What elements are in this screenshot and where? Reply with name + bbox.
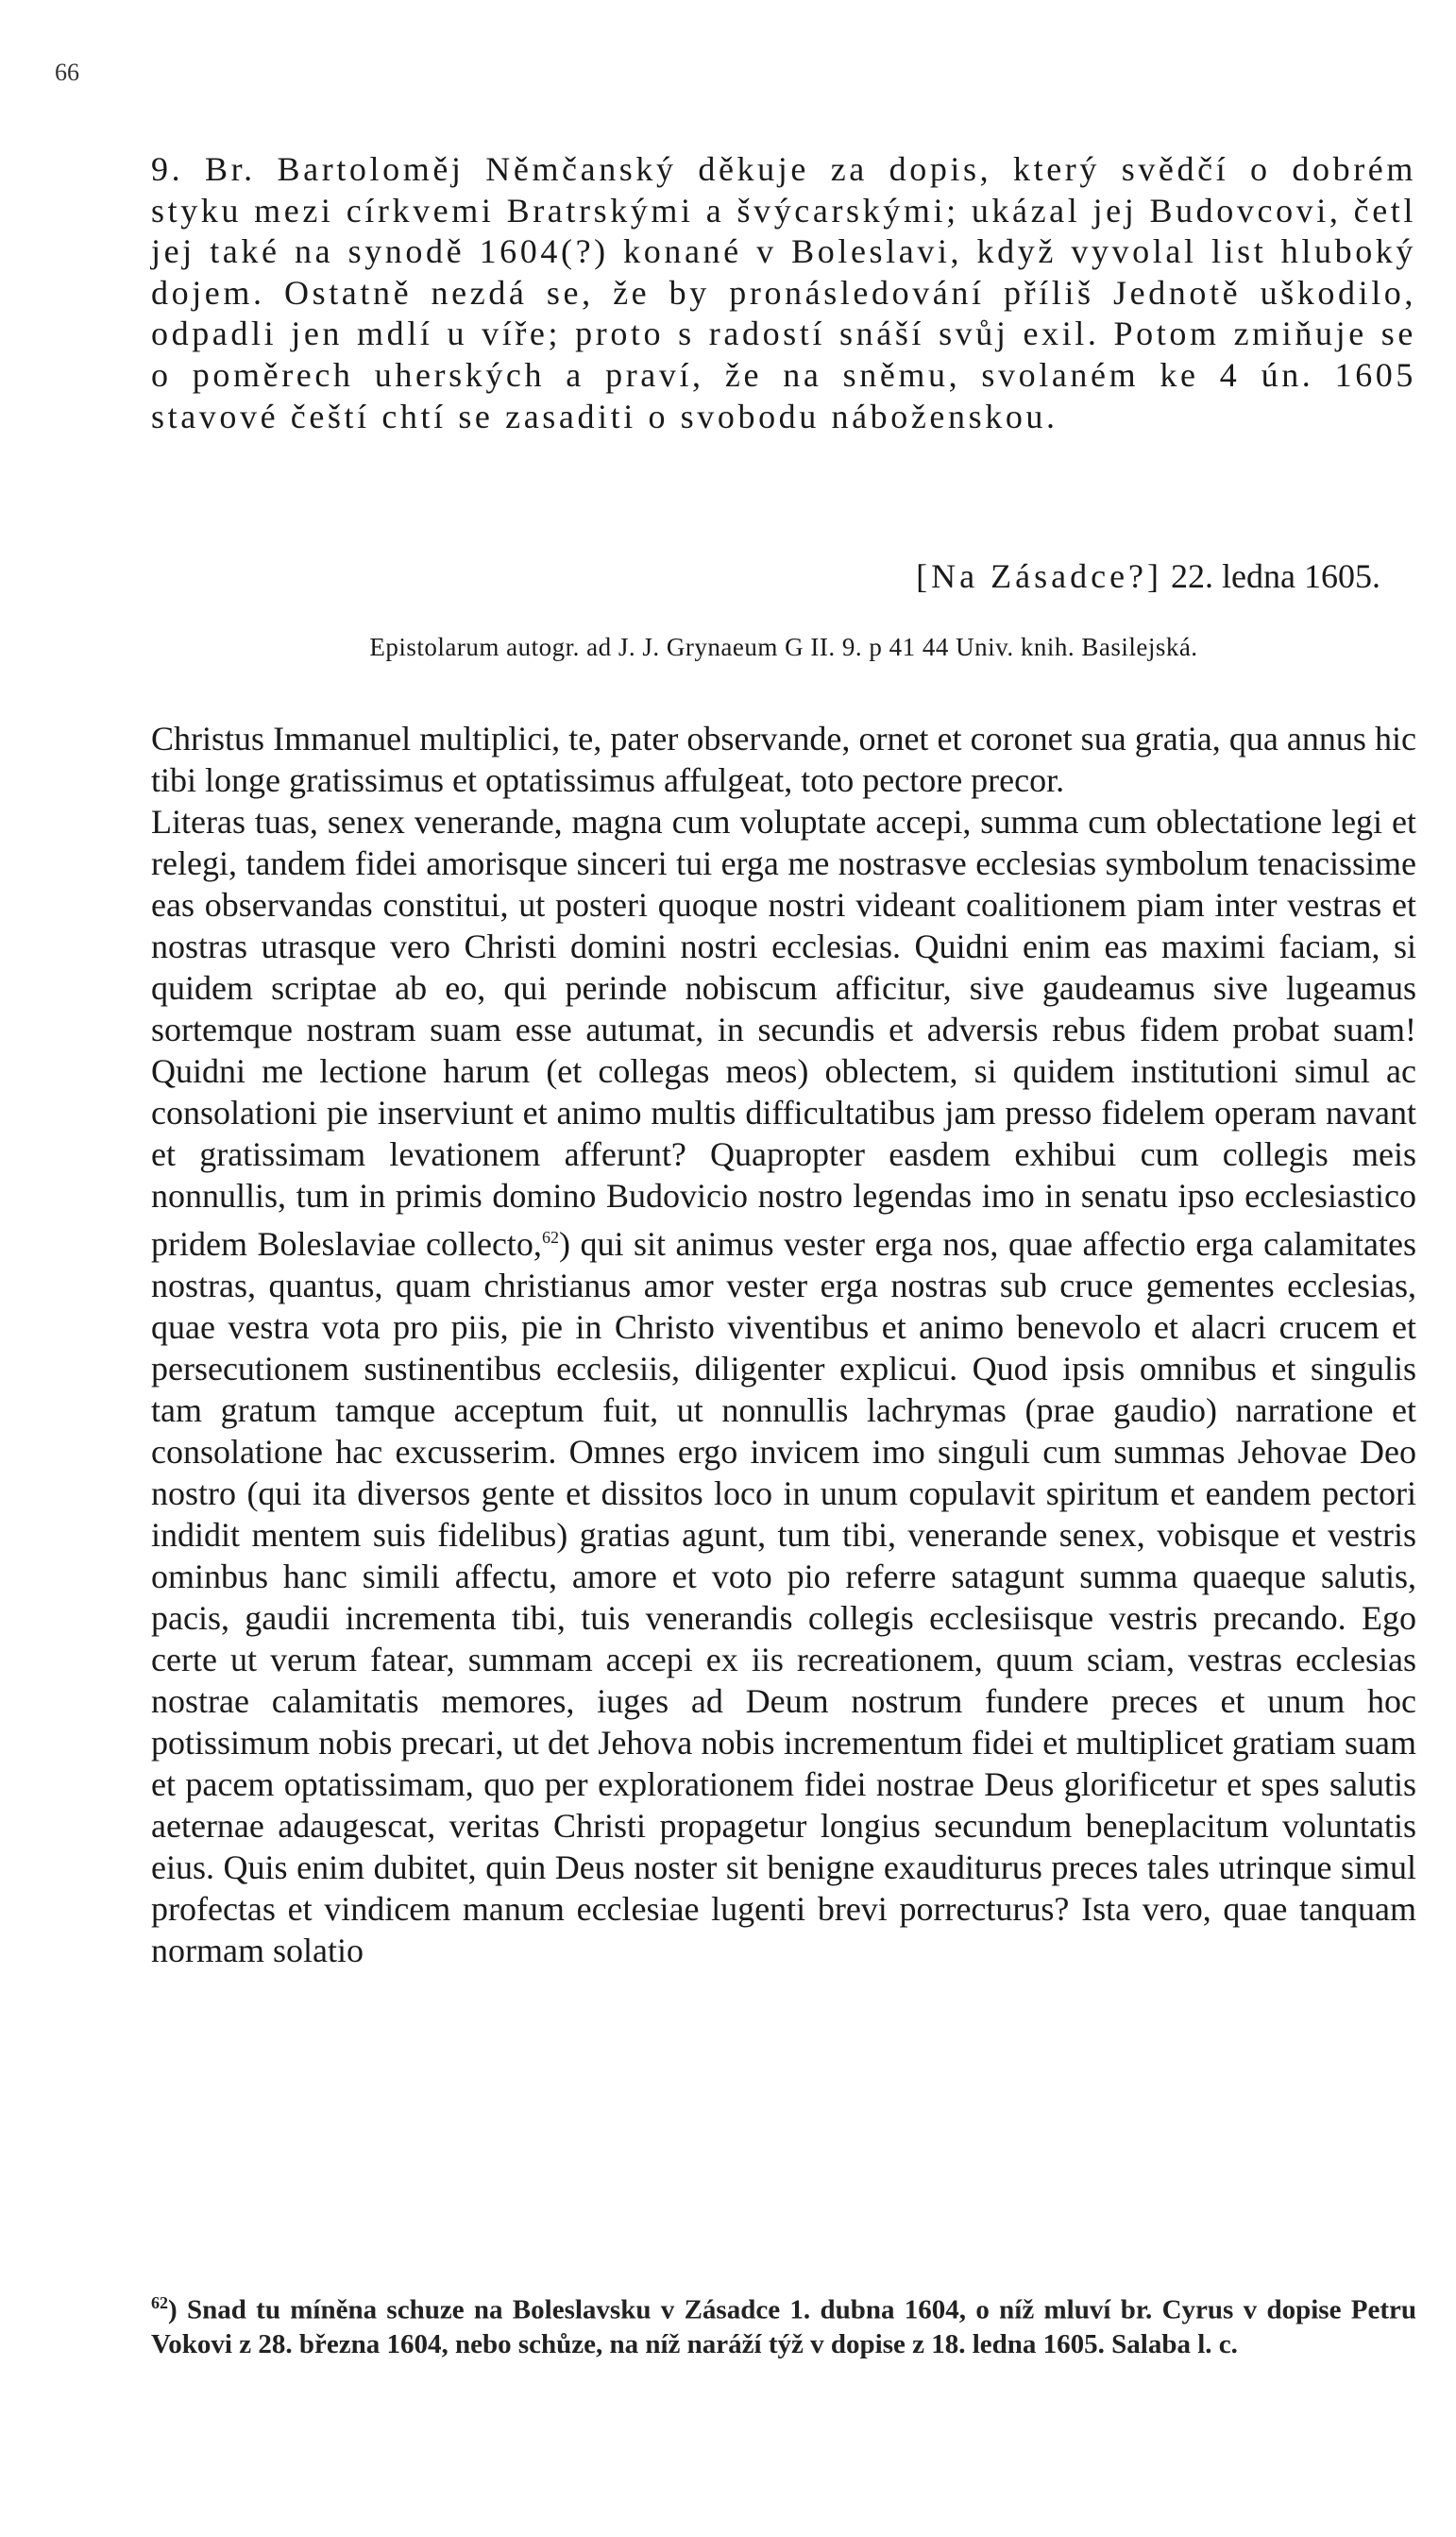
footnote-text: ) Snad tu míněna schuze na Boleslavsku v Zásadce 1. dubna 1604, o níž mluví br. Cyrus v dopise Petru Vokovi z 28. března 1604, nebo schůze, na níž naráží týž v dopise z 18. ledna 1605. Salaba l. c. xyxy=(151,2294,1416,2359)
latin-letter-text xyxy=(151,718,1416,1971)
footnote-reference: 62 xyxy=(541,1228,559,1247)
letter-number: 9. xyxy=(151,150,184,188)
body-paragraph xyxy=(151,801,1416,1971)
letter-date: 22. ledna 1605. xyxy=(1171,557,1380,595)
footnote xyxy=(151,2286,1416,2361)
salutation-paragraph: Christus Immanuel multiplici, te, pater observande, ornet et coronet sua gratia, qua annus hic tibi longe gratissimus et optatissimus affulgeat, toto pectore precor. xyxy=(151,720,1416,799)
body-text-part-2: ) qui sit animus vester erga nos, quae affectio erga calamitates nostras, quantus, quam christianus amor vester erga nostras sub cruce gementes ecclesias, quae vestra vota pro piis, pie in Christo viventibus et animo benevolo et alacri crucem et persecutionem sustinentibus ecclesiis, diligenter explicui. Quod ipsis omnibus et singulis tam gratum tamque acceptum fuit, ut nonnullis lachrymas (prae gaudio) narratione et consolatione hac excusserim. Omnes ergo invicem imo singuli cum summas Jehovae Deo nostro (qui ita diversos gente et dissitos loco in unum copulavit spiritum et eandem pectori indidit mentem suis fidelibus) gratias agunt, tum tibi, venerande senex, vobisque et vestris ominbus hanc simili affectu, amore et voto pio referre satagunt summa quaeque salutis, pacis, gaudii incrementa tibi, tuis venerandis collegis ecclesiisque vestris precando. Ego certe ut verum fatear, summam accepi ex iis recreationem, quum sciam, vestras ecclesias nostrae calamitatis memores, iuges ad Deum nostrum fundere preces et unum hoc potissimum nobis precari, ut det Jehova nobis incrementum fidei et multiplicet gratiam suam et pacem optatissimam, quo per explorationem fidei nostrae Deus glorificetur et spes salutis aeternae adaugescat, veritas Christi propagetur longius secundum beneplacitum voluntatis eius. Quis enim dubitet, quin Deus noster sit benigne exauditurus preces tales utrinque simul profectas et vindicem manum ecclesiae lugenti brevi porrecturus? Ista vero, quae tanquam normam solatio xyxy=(151,1225,1417,1969)
place-date-line xyxy=(151,555,1380,597)
summary-text: Br. Bartoloměj Němčanský děkuje za dopis, který svědčí o dobrém styku mezi církvemi Bratrskými a švýcarskými; ukázal jej Budovcovi, četl jej také na synodě 1604(?) konané v Boleslavi, když vyvolal list hluboký dojem. Ostatně nezdá se, že by pronásledování příliš Jednotě uškodilo, odpadli jen mdlí u víře; proto s radostí snáší svůj exil. Potom zmiňuje se o poměrech uherských a praví, že na sněmu, svolaném ke 4 ún. 1605 stavové čeští chtí se zasaditi o svobodu náboženskou. xyxy=(151,150,1416,435)
page-number: 66 xyxy=(55,59,79,86)
letter-summary xyxy=(151,149,1416,437)
body-text-part-1: Literas tuas, senex venerande, magna cum voluptate accepi, summa cum oblectatione legi et relegi, tandem fidei amorisque sinceri tui erga me nostrasve ecclesias symbolum tenacissime eas observandas constitui, ut posteri quoque nostri videant coalitionem piam inter vestras et nostras utrasque vero Christi domini nostri ecclesias. Quidni enim eas maximi faciam, si quidem scriptae ab eo, qui perinde nobiscum afficitur, sive gaudeamus sive lugeamus sortemque nostram suam esse autumat, in secundis et adversis rebus fidem probat suam! Quidni me lectione harum (et collegas meos) oblectem, si quidem institutioni simul ac consolationi pie inserviunt et animo multis difficultatibus jam presso fidelem operam navant et gratissimam levationem afferunt? Quapropter easdem exhibui cum collegis meis nonnullis, tum in primis domino Budovicio nostro legendas imo in senatu ipso ecclesiastico pridem Boleslaviae collecto, xyxy=(151,803,1416,1263)
letter-place: [Na Zásadce?] xyxy=(916,557,1163,595)
footnote-marker: 62 xyxy=(151,2293,168,2312)
source-reference: Epistolarum autogr. ad J. J. Grynaeum G II. 9. p 41 44 Univ. knih. Basilejská. xyxy=(369,633,1198,661)
